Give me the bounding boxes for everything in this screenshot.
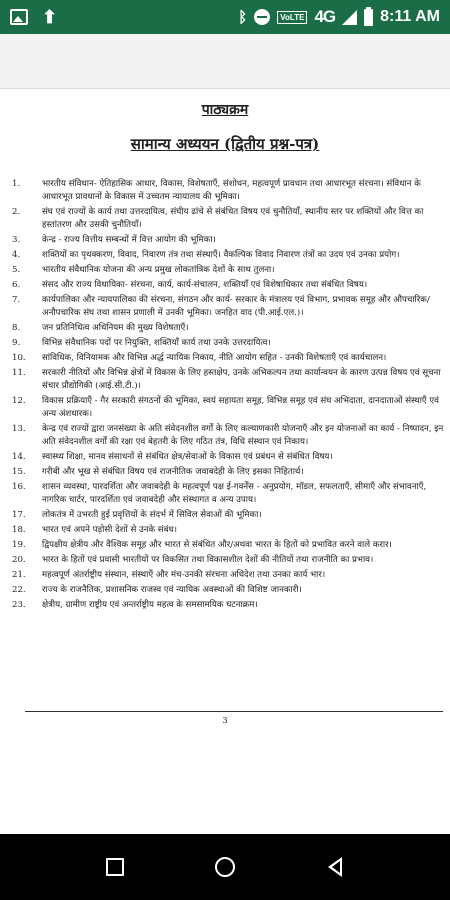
list-item: 6. संसद और राज्य विधायिका- संरचना, कार्य, कार्य-संचालन, शक्तियाँ एवं विशेषाधिकार तथा संबंधित विषय। — [12, 280, 368, 290]
list-item: 9. विभिन्न संवैधानिक पदों पर नियुक्ति, शक्तियाँ कार्य तथा उनके उत्तरदायित्व। — [12, 338, 271, 348]
list-item: 23. क्षेत्रीय, ग्रामीण राष्ट्रीय एवं अन्तर्राष्ट्रीय महत्व के समसामयिक घटनाक्रम। — [12, 600, 258, 610]
network-type: 4G — [314, 7, 336, 26]
back-triangle-icon — [328, 857, 342, 877]
navigation-bar — [0, 834, 450, 900]
image-notification-icon — [10, 9, 28, 25]
signal-icon — [342, 10, 357, 25]
list-item: 2. संघ एवं राज्यों के कार्य तथा उत्तरदायित्व, संघीय ढांचे से संबंधित विषय एवं चुनौतियाँ, स्थानीय स्तर पर शक्तियों और वित्त का हस्तांतरण और उसकी चुनौतियाँ। — [12, 207, 424, 230]
list-item: 7. कार्यपालिका और न्यायपालिका की संरचना, संगठन और कार्य- सरकार के मंत्रालय एवं विभाग, प्रभावक समूह और औपचारिक/अनौपचारिक संघ तथा शासन प्रणाली में उनकी भूमिका। जनहित वाद (पी.आई.एल.)। — [12, 295, 430, 318]
list-item: 15. गरीबी और भूख से संबंधित विषय एवं राजनीतिक जवाबदेही के लिए इसका निहितार्थ। — [12, 467, 304, 477]
document-page[interactable] — [0, 90, 450, 835]
list-item: 13. केन्द्र एवं राज्यों द्वारा जनसंख्या के अति संवेदनशील वर्गों के लिए कल्याणकारी योजनाएँ और इन योजनाओं का कार्य - निष्पादन, इन अति संवेदनशील वर्गों की रक्षा एवं बेहतरी के लिए गठित तंत्र, विधि संस्थान एवं निकाय। — [12, 424, 444, 447]
list-item: 12. विकास प्रक्रियाएँ - गैर सरकारी संगठनों की भूमिका, स्वयं सहायता समूह, विभिन्न समूह एवं संघ अभिदाता, दानदाताओं संस्थाएँ एवं अन्य अंशधारक। — [12, 396, 439, 419]
list-item: 14. स्वास्थ्य शिक्षा, मानव संसाधनों से संबंधित क्षेत्र/सेवाओं के विकास एवं प्रबंधन से संबंधित विषय। — [12, 452, 333, 462]
home-button[interactable] — [205, 847, 245, 887]
app-toolbar-area — [0, 34, 450, 89]
clock: 8:11 AM — [380, 8, 440, 25]
page-number: 3 — [222, 716, 228, 725]
list-item: 20. भारत के हितों एवं प्रवासी भारतीयों पर विकसित तथा विकासशील देशों की नीतियों तथा राजनीति का प्रभाव। — [12, 555, 374, 565]
do-not-disturb-icon — [254, 9, 270, 25]
list-item: 21. महत्वपूर्ण अंतर्राष्ट्रीय संस्थान, संस्थाएँ और मंच-उनकी संरचना अधिदेश तथा उनका कार्य भार। — [12, 570, 326, 580]
upload-arrow-icon: ⬆ — [42, 7, 58, 27]
syllabus-list — [12, 178, 444, 614]
square-icon — [106, 858, 124, 876]
list-item: 19. द्विपक्षीय क्षेत्रीय और वैश्विक समूह और भारत से संबंधित और/अथवा भारत के हितों को प्रभावित करने वाले करार। — [12, 540, 392, 550]
volte-badge: VoLTE — [277, 11, 307, 24]
list-item: 4. शक्तियों का पृथक्करण, विवाद, निवारण तंत्र तथा संस्थाएँ। वैकल्पिक विवाद निवारण तंत्रों का उदय एवं उनका प्रयोग। — [12, 250, 400, 260]
list-item: 1. भारतीय संविधान- ऐतिहासिक आधार, विकास, विशेषताएँ, संशोधन, महत्वपूर्ण प्रावधान तथा आधारभूत संरचना। संविधान के आधारभूत प्रावधानों के विकास में उच्चतम न्यायालय की भूमिका। — [12, 179, 421, 202]
document-title: पाठ्यक्रम — [201, 102, 249, 118]
list-item: 22. राज्य के राजनैतिक, प्रशासनिक राजस्व एवं न्यायिक अवस्थाओं की विशिष्ट जानकारी। — [12, 585, 302, 595]
list-item: 10. सांविधिक, विनियामक और विभिन्न अर्द्ध न्यायिक निकाय, नीति आयोग सहित - उनकी विशेषताएँ एवं कार्यचालन। — [12, 353, 387, 363]
document-subtitle: सामान्य अध्ययन (द्वितीय प्रश्न-पत्र) — [130, 135, 320, 153]
page-divider — [25, 711, 443, 712]
list-item: 5. भारतीय संवैधानिक योजना की अन्य प्रमुख लोकतांत्रिक देशों के साथ तुलना। — [12, 265, 275, 275]
battery-icon — [364, 9, 373, 26]
list-item: 3. केन्द्र - राज्य वित्तीय सम्बन्धों में वित्त आयोग की भूमिका। — [12, 235, 216, 245]
bluetooth-icon: ᛒ — [238, 8, 248, 26]
list-item: 16. शासन व्यवस्था, पारदर्शिता और जवाबदेही के महत्वपूर्ण पक्ष ई-गवर्नेंस - अनुप्रयोग, मॉडल, सफलताएँ, सीमाएँ और संभावनाएँ, नागरिक चार्टर, पारदर्शिता एवं जवाबदेही और संस्थागत व अन्य उपाय। — [12, 482, 427, 505]
list-item: 8. जन प्रतिनिधित्व अधिनियम की मुख्य विशेषताएँ। — [12, 323, 189, 333]
list-item: 11. सरकारी नीतियों और विभिन्न क्षेत्रों में विकास के लिए हस्तक्षेप, उनके अभिकल्पन तथा कार्यान्वयन के कारण उत्पन्न विषय एवं सूचना संचार प्रौद्योगिकी (आई.सी.टी.)। — [12, 368, 441, 391]
list-item: 18. भारत एवं अपने पड़ोसी देशों से उनके संबंध। — [12, 525, 178, 535]
recents-button[interactable] — [95, 847, 135, 887]
circle-icon — [215, 857, 235, 877]
list-item: 17. लोकतंत्र में उभरती हुई प्रवृत्तियों के संदर्भ में सिविल सेवाओं की भूमिका। — [12, 510, 262, 520]
back-button[interactable] — [315, 847, 355, 887]
status-bar — [0, 0, 450, 34]
